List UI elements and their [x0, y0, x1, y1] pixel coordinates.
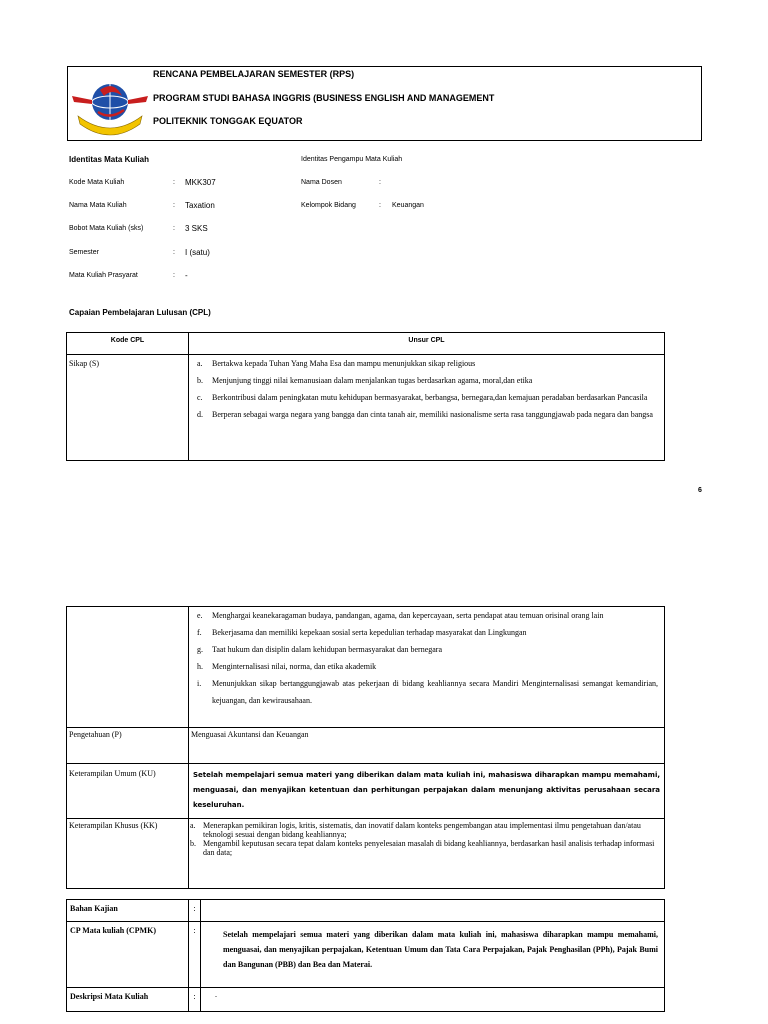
list-item: d. Berperan sebagai warga negara yang bangga dan cinta tanah air, memiliki nasionalisme serta rasa tanggungjawab pada negara dan bangsa — [197, 410, 653, 419]
nama-mk-sep: : — [173, 202, 175, 209]
list-item: a. Menerapkan pemikiran logis, kritis, sistematis, dan inovatif dalam konteks pengembangan atau implementasi ilmu pengetahuan dan/atau teknologi sesuai dengan bidang keahliannya; — [190, 821, 641, 839]
nama-mk-value: Taxation — [185, 201, 215, 210]
bahan-kajian-label: Bahan Kajian — [67, 900, 189, 922]
bobot-mk-value: 3 SKS — [185, 224, 208, 233]
list-item: h. Menginternalisasi nilai, norma, dan etika akademik — [197, 662, 377, 671]
ku-label: Keterampilan Umum (KU) — [67, 764, 189, 819]
deskripsi-label: Deskripsi Mata Kuliah — [67, 988, 189, 1012]
sikap-continued-label — [67, 607, 189, 728]
sikap-cell — [189, 355, 665, 461]
kk-label: Keterampilan Khusus (KK) — [67, 819, 189, 889]
list-item: a. Bertakwa kepada Tuhan Yang Maha Esa dan mampu menunjukkan sikap religious — [197, 359, 476, 368]
bahan-kajian-value — [201, 900, 665, 922]
nama-dosen-label: Nama Dosen — [301, 179, 342, 186]
cpl-title: Capaian Pembelajaran Lulusan (CPL) — [69, 308, 211, 317]
program-title: PROGRAM STUDI BAHASA INGGRIS (BUSINESS ENGLISH AND MANAGEMENT — [153, 93, 495, 103]
document-title: RENCANA PEMBELAJARAN SEMESTER (RPS) — [153, 69, 355, 79]
page-number: 6 — [698, 487, 702, 494]
kode-cpl-header: Kode CPL — [67, 333, 189, 355]
list-item: f. Bekerjasama dan memiliki kepekaan sosial serta kepedulian terhadap masyarakat dan Lingkungan — [197, 628, 527, 637]
kk-list — [189, 819, 664, 857]
identitas-pengampu-title: Identitas Pengampu Mata Kuliah — [301, 156, 403, 163]
semester-sep: : — [173, 249, 175, 256]
institution-logo-icon — [70, 70, 150, 138]
cpmk-sep: : — [189, 922, 201, 988]
semester-label: Semester — [69, 249, 99, 256]
nama-dosen-sep: : — [379, 179, 381, 186]
prasyarat-label: Mata Kuliah Prasyarat — [69, 272, 138, 279]
institution-name: POLITEKNIK TONGGAK EQUATOR — [153, 116, 303, 126]
list-item: b. Mengambil keputusan secara tepat dalam konteks penyelesaian masalah di bidang keahliannya, berdasarkan hasil analisis terhadap informasi dan data; — [190, 839, 655, 857]
list-item: e. Menghargai keanekaragaman budaya, pandangan, agama, dan kepercayaan, serta pendapat atau temuan orisinal orang lain — [197, 611, 604, 620]
prasyarat-sep: : — [173, 272, 175, 279]
kode-mk-value: MKK307 — [185, 178, 216, 187]
prasyarat-value: - — [185, 271, 188, 280]
ku-value: Setelah mempelajari semua materi yang diberikan dalam mata kuliah ini, mahasiswa diharapkan mampu memahami, menguasai, dan menyajikan ketentuan dan perhitungan perpajakan dalam menunjang aktivitas perusahaan secara keseluruhan. — [189, 764, 665, 819]
sikap-continued-cell — [189, 607, 665, 728]
list-item: i. Menunjukkan sikap bertanggungjawab atas pekerjaan di bidang keahliannya secara Mandiri Menginternalisasi semangat kemandirian, kejuangan, dan kewirausahaan. — [197, 679, 658, 705]
identitas-mk-title: Identitas Mata Kuliah — [69, 155, 150, 164]
nama-mk-label: Nama Mata Kuliah — [69, 202, 127, 209]
cpmk-value: Setelah mempelajari semua materi yang diberikan dalam mata kuliah ini, mahasiswa diharapkan mampu memahami, menguasai, dan menyajikan perpajakan, Ketentuan Umum dan Tata Cara Perpajakan, Pajak Penghasilan (PPh), Pajak Bumi dan Bangunan (PBB) dan Bea dan Materai. — [201, 922, 665, 988]
bobot-mk-label: Bobot Mata Kuliah (sks) — [69, 225, 144, 232]
list-item: g. Taat hukum dan disiplin dalam kehidupan bermasyarakat dan bernegara — [197, 645, 443, 654]
pengetahuan-value: Menguasai Akuntansi dan Keuangan — [189, 728, 665, 764]
sikap-label: Sikap (S) — [67, 355, 189, 461]
cpmk-label: CP Mata kuliah (CPMK) — [67, 922, 189, 988]
bahan-kajian-sep: : — [189, 900, 201, 922]
kelompok-bidang-label: Kelompok Bidang — [301, 202, 356, 209]
sikap-list-p2 — [189, 607, 664, 709]
cpl-table-part2 — [66, 606, 665, 889]
deskripsi-sep: : — [189, 988, 201, 1012]
cpl-table-part1 — [66, 332, 665, 461]
kelompok-bidang-value: Keuangan — [392, 202, 424, 209]
kelompok-bidang-sep: : — [379, 202, 381, 209]
header-box — [67, 66, 702, 141]
kk-cell — [189, 819, 665, 889]
unsur-cpl-header: Unsur CPL — [189, 333, 665, 355]
bobot-mk-sep: : — [173, 225, 175, 232]
list-item: b. Menjunjung tinggi nilai kemanusiaan dalam menjalankan tugas berdasarkan agama, moral,dan etika — [197, 376, 533, 385]
list-item: c. Berkontribusi dalam peningkatan mutu kehidupan bermasyarakat, berbangsa, bernegara,dan kemajuan peradaban berdasarkan Pancasila — [197, 393, 648, 402]
deskripsi-value: . — [201, 988, 665, 1012]
kode-mk-label: Kode Mata Kuliah — [69, 179, 125, 186]
semester-value: I (satu) — [185, 248, 210, 257]
sikap-list-p1 — [189, 355, 664, 423]
pengetahuan-label: Pengetahuan (P) — [67, 728, 189, 764]
kode-mk-sep: : — [173, 179, 175, 186]
bahan-kajian-table — [66, 899, 665, 1012]
